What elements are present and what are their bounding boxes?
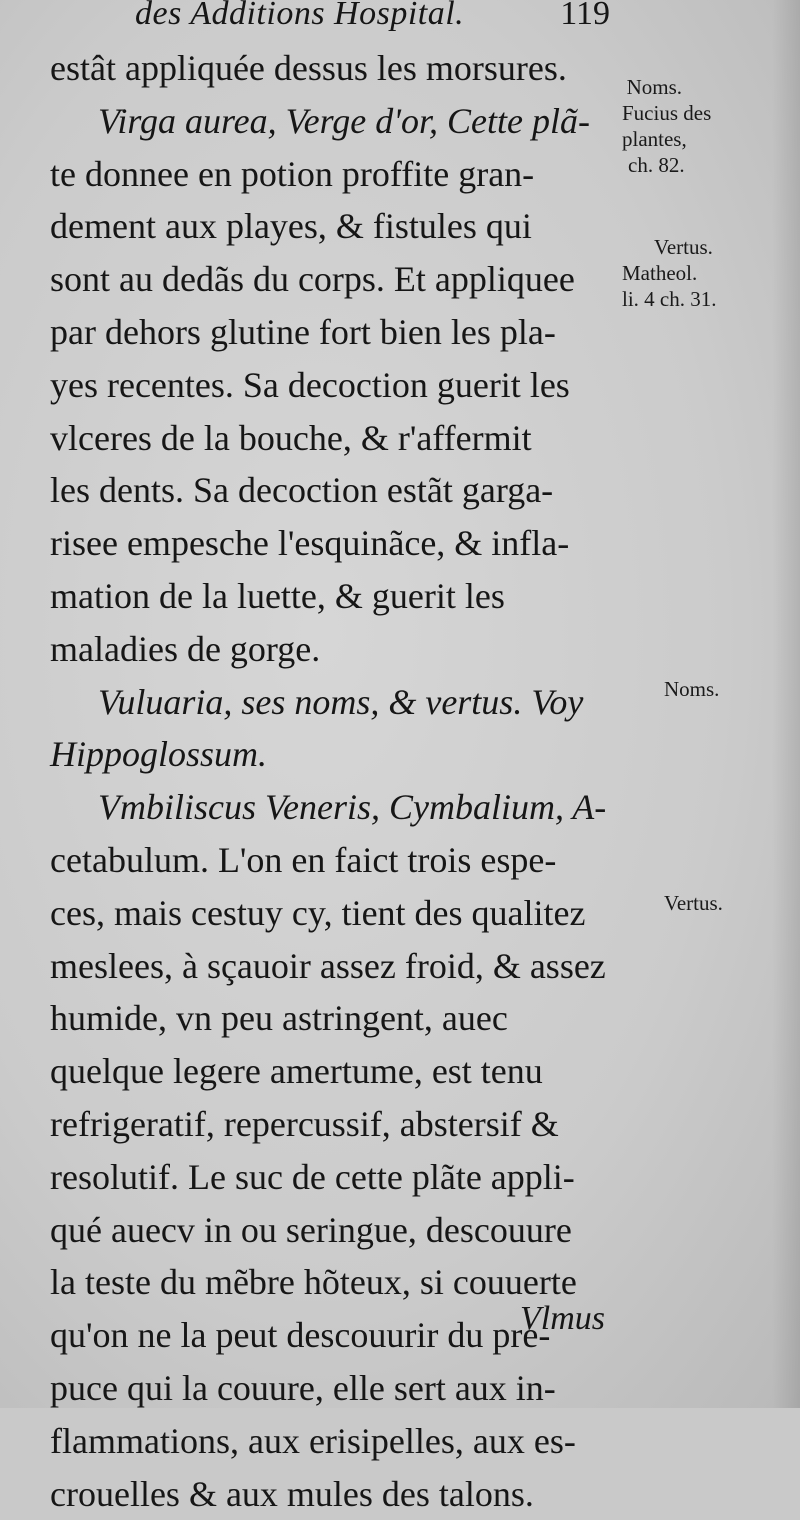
margin-note-line: Vertus. (664, 891, 723, 915)
text-line: cetabulum. L'on en faict trois espe- (50, 839, 557, 880)
text-line: sont au dedãs du corps. Et appliquee (50, 259, 575, 300)
margin-note-vertus (622, 234, 742, 312)
text-line: par dehors glutine fort bien les pla- (50, 311, 556, 352)
margin-note-line: ch. 82. (628, 153, 685, 177)
margin-note-line: li. 4 ch. 31. (622, 287, 717, 311)
margin-note-noms (622, 74, 742, 178)
page-header (135, 0, 610, 36)
body-text (50, 42, 620, 1520)
text-line: la teste du mẽbre hõteux, si couuerte (50, 1262, 577, 1303)
catchword: Vlmus (520, 1300, 605, 1337)
text-line: estât appliquée dessus les morsures. (50, 48, 567, 88)
page-edge-shadow (772, 0, 800, 1408)
text-line: humide, vn peu astringent, auec (50, 998, 508, 1039)
text-line: risee empesche l'esquinãce, & infla- (50, 523, 570, 564)
text-line: meslees, à sçauoir assez froid, & assez (50, 945, 606, 986)
text-line: ces, mais cestuy cy, tient des qualitez (50, 892, 586, 933)
margin-note-vertus-2 (664, 890, 764, 916)
text-line: Hippoglossum. (50, 734, 268, 775)
text-line: vlceres de la bouche, & r'affermit (50, 417, 532, 458)
running-title: des Additions Hospital. (135, 0, 465, 32)
text-line: maladies de gorge. (50, 628, 321, 669)
margin-note-line: Fucius des (622, 101, 712, 125)
text-line: puce qui la couure, elle sert aux in- (50, 1367, 556, 1408)
text-line: yes recentes. Sa decoction guerit les (50, 364, 570, 405)
text-line: Virga aurea, Verge d'or, Cette plã- (98, 100, 590, 141)
text-line: qué auecv in ou seringue, descouure (50, 1209, 572, 1250)
margin-note-line: Vertus. (654, 235, 713, 259)
text-line: flammations, aux erisipelles, aux es- (50, 1420, 576, 1461)
margin-note-line: Noms. (664, 677, 720, 701)
text-line: les dents. Sa decoction estãt garga- (50, 470, 554, 511)
text-line: crouelles & aux mules des talons. (50, 1473, 534, 1514)
margin-note-line: Noms. (626, 75, 682, 99)
text-line: te donnee en potion proffite gran- (50, 153, 535, 194)
text-line: mation de la luette, & guerit les (50, 575, 505, 616)
page-number: 119 (560, 0, 610, 32)
margin-note-noms-2 (664, 676, 764, 702)
text-line: qu'on ne la peut descouurir du pre- (50, 1315, 551, 1356)
text-line: dement aux playes, & fistules qui (50, 206, 532, 247)
text-line: Vmbiliscus Veneris, Cymbalium, A- (98, 787, 607, 828)
text-line: resolutif. Le suc de cette plãte appli- (50, 1156, 575, 1197)
margin-note-line: Matheol. (622, 261, 698, 285)
margin-note-line: plantes, (622, 127, 687, 151)
text-line: Vuluaria, ses noms, & vertus. Voy (98, 681, 584, 722)
text-line: quelque legere amertume, est tenu (50, 1051, 543, 1092)
text-line: refrigeratif, repercussif, abstersif & (50, 1103, 559, 1144)
